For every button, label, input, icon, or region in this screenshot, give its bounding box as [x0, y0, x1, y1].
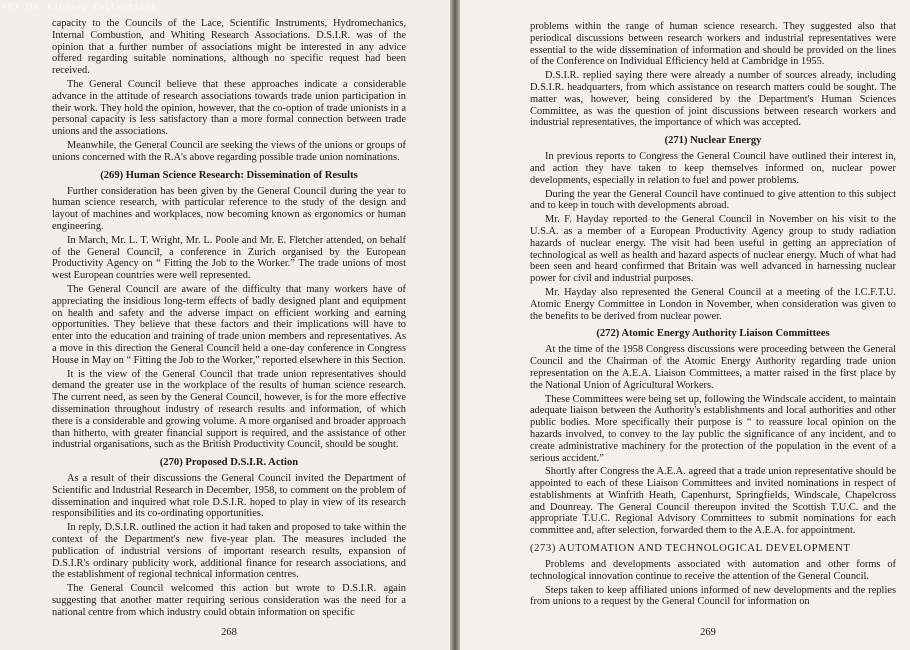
paragraph: Mr. F. Hayday reported to the General Council in November on his visit to the U.S.A. as a member of a European Productivity Agency group to study radiation hazards of nuclear energy. The visit had been useful in getting an appreciation of technological as well as health and hazard aspects of nuclear energy. Much of what had been seen and heard confirmed that Britain was well advanced in harnessing nuclear power for civil and industrial purposes.: [530, 214, 896, 285]
left-page: [0, 0, 450, 650]
paragraph: Steps taken to keep affiliated unions informed of new developments and the replies from unions to a request by the General Council for information on: [530, 584, 896, 608]
section-heading: (272) Atomic Energy Authority Liaison Committees: [596, 328, 830, 340]
watermark: (C) TUC Library Collections: [2, 3, 157, 13]
paragraph: These Committees were being set up, following the Windscale accident, to maintain adequate liaison between the Authority's establishments and local authorities and other public bodies. More specifically their purpose is “ to reassure local opinion on the hazards involved, to convey to the lay public the significance of any incident, and to create administrative machinery for the protection of the population in the event of a serious accident.”: [530, 393, 896, 464]
page-number-left: 268: [221, 627, 237, 638]
section-heading: (271) Nuclear Energy: [664, 135, 762, 147]
paragraph: In reply, D.S.I.R. outlined the action it had taken and proposed to take within the context of the Department's new five-year plan. The measures included the publication of industrial versions of important research results, expansion of D.S.I.R's ordinary publicity work, additional finance for research associations, and the establishment of regional technical information centres.: [52, 522, 406, 581]
paragraph: During the year the General Council have continued to give attention to this subject and to keep in touch with developments abroad.: [530, 188, 896, 212]
right-page-body: [530, 21, 896, 608]
paragraph: The General Council believe that these approaches indicate a considerable advance in the attitude of research associations towards trade union participation in their work. They hold the opinion, however, that the co-option of trade unionists in a personal capacity is less satisfactory than a more formal connection between trade unions and the associations.: [52, 78, 406, 138]
paragraph: In previous reports to Congress the General Council have outlined their interest in, and action they have taken to keep themselves informed on, nuclear power developments, especially in relation to fuel and power problems.: [530, 151, 896, 186]
paragraph: Mr. Hayday also represented the General Council at a meeting of the I.C.F.T.U. Atomic Energy Committee in London in November, when consideration was given to the benefits to be derived from nuclear power.: [530, 286, 896, 322]
paragraph: At the time of the 1958 Congress discussions were proceeding between the General Council and the Chairman of the Atomic Energy Authority regarding trade union representation on the A.E.A. Liaison Committees, a matter raised in the first place by the National Union of Agricultural Workers.: [530, 344, 896, 391]
paragraph: Problems and developments associated with automation and other forms of technological innovation continue to receive the attention of the General Council.: [530, 559, 896, 582]
paragraph: Further consideration has been given by the General Council during the year to human science research, with particular reference to the study of the design and layout of machines and workplaces, now becoming known as ergonomics or human engineering.: [52, 185, 406, 232]
left-page-body: [52, 18, 406, 619]
paragraph: The General Council welcomed this action but wrote to D.S.I.R. again suggesting that another matter requiring serious consideration was the need for a national centre from which industry could obtain information on specific: [52, 583, 406, 618]
right-page: [460, 0, 910, 650]
paragraph: The General Council are aware of the difficulty that many workers have of appreciating the insidious long-term effects of badly designed plant and equipment on health and safety and the adverse impact on efficient working and earning opportunities. They believe that these factors and their implications will have to enter into the education and training of trade union members and representatives. As a move in this direction the General Council held a one-day conference in Congress House in May on “ Fitting the Job to the Worker,” reported elsewhere in this Section.: [52, 283, 406, 366]
paragraph: capacity to the Councils of the Lace, Scientific Instruments, Hydromechanics, Internal Combustion, and Whiting Research Associations. D.S.I.R. was of the opinion that a further number of associations might be interested in any advice offered regarding suitable nominations, although no specific request had been received.: [52, 18, 406, 77]
paragraph: problems within the range of human science research. They suggested also that periodical discussions between research workers and industrial representatives were essential to the wide dissemination of information and should be provided on the lines of the Conference on Individual Efficiency held at Cambridge in 1955.: [530, 21, 896, 68]
paragraph: D.S.I.R. replied saying there were already a number of sources already, including D.S.I.R. headquarters, from which assistance on research matters could be sought. The matter was, however, being considered by the Department's Human Sciences Committee, as was the question of joint discussions between research workers and industrial representatives, the importance of which was accepted.: [530, 70, 896, 129]
paragraph: In March, Mr. L. T. Wright, Mr. L. Poole and Mr. E. Fletcher attended, on behalf of the General Council, a conference in Zurich organised by the European Productivity Agency on “ Fitting the Job to the Worker.” The trade unions of most west European countries were well represented.: [52, 234, 406, 282]
paragraph: Meanwhile, the General Council are seeking the views of the unions or groups of unions concerned with the R.A's above regarding possible trade union nominations.: [52, 139, 406, 163]
paragraph: Shortly after Congress the A.E.A. agreed that a trade union representative should be appointed to each of these Liaison Committees and invited nominations in respect of establishments at Winfrith Heath, Capenhurst, Springfields, Windscale, Chapelcross and Dounreay. The General Council thereupon invited the Scottish T.U.C. and the appropriate T.U.C. Regional Advisory Committees to submit nominations for each committee and, after selection, forwarded them to the A.E.A. for appointment.: [530, 466, 896, 537]
section-heading: (270) Proposed D.S.I.R. Action: [159, 457, 299, 469]
paragraph: It is the view of the General Council that trade union representatives should demand the greater use in the workplace of the results of human science research. The current need, as seen by the General Council, however, is for the more effective dissemination throughout industry of research results and information, of which there is a considerable and growing volume. A more organised and broader approach than hitherto, with greater financial support is required, and the assistance of other industrial organisations, such as the British Productivity Council, should be sought.: [52, 368, 406, 451]
book-gutter: [450, 0, 460, 650]
page-number-right: 269: [700, 627, 716, 638]
section-heading: (273) AUTOMATION AND TECHNOLOGICAL DEVELOPMENT: [530, 543, 851, 555]
section-heading: (269) Human Science Research: Dissemination of Results: [100, 169, 358, 181]
paragraph: As a result of their discussions the General Council invited the Department of Scientific and Industrial Research in December, 1958, to comment on the problem of dissemination and inquired what role D.S.I.R. hoped to play in view of its research responsibilities and its co-ordinating opportunities.: [52, 473, 406, 520]
